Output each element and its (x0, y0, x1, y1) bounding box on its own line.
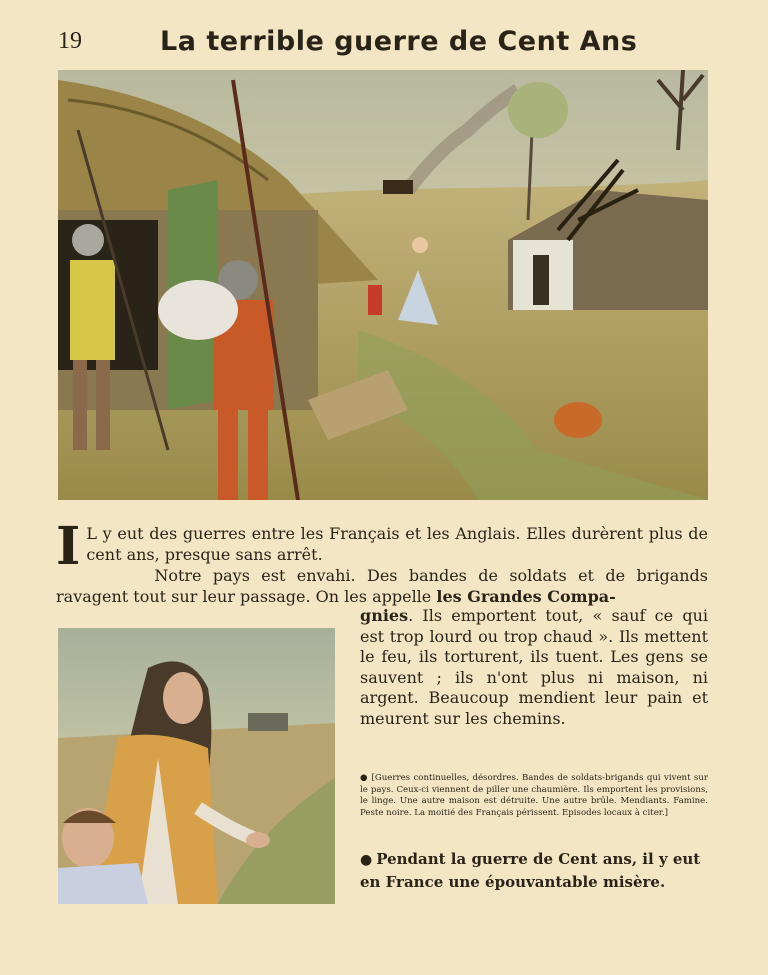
continued-text (360, 606, 708, 729)
looting-scene-drawing (58, 70, 708, 500)
summary-bullet: ● (360, 852, 373, 868)
beggar-woman-illustration (58, 628, 335, 904)
grandes-compagnies-term: les Grandes Compa- (436, 587, 616, 606)
intro-para2: Notre pays est envahi. Des bandes de soldats et de brigands ravagent tout sur leur passage. On les appelle (56, 566, 708, 606)
looting-soldiers-illustration (58, 70, 708, 500)
dropcap: I (56, 516, 81, 577)
intro-line1: L y eut des guerres entre les Français et les Anglais. Elles durèrent plus de cent ans, presque sans arrêt. (86, 524, 708, 564)
intro-para2-cont: . Ils emportent tout, « sauf ce qui est trop lourd ou trop chaud ». Ils mettent le feu, ils torturent, ils tuent. Les gens se sauvent ; ils n'ont plus ni maison, ni argent. Beaucoup mendient leur pain et meurent sur les chemins. (360, 606, 708, 728)
summary-text (360, 848, 708, 893)
beggar-scene-drawing (58, 628, 335, 904)
page-number: 19 (58, 28, 82, 54)
note-bullet: ● (360, 773, 369, 783)
note-text: [Guerres continuelles, désordres. Bandes de soldats-brigands qui vivent sur le pays. Ceux-ci viennent de piller une chaumière. Ils emportent les provisions, le linge. Une autre maison est détruite. Une autre brûle. Mendiants. Famine. Peste noire. La moitié des Français périssent. Episodes locaux à citer.] (360, 773, 708, 818)
summary-sentence: Pendant la guerre de Cent ans, il y eut en France une épouvantable misère. (360, 850, 701, 891)
intro-text (56, 516, 708, 607)
page-title: La terrible guerre de Cent Ans (160, 26, 638, 57)
intro-paragraph-1 (56, 516, 708, 577)
teacher-note (360, 773, 708, 819)
grandes-compagnies-term-cont: gnies (360, 606, 409, 625)
intro-paragraph-2 (56, 565, 708, 607)
